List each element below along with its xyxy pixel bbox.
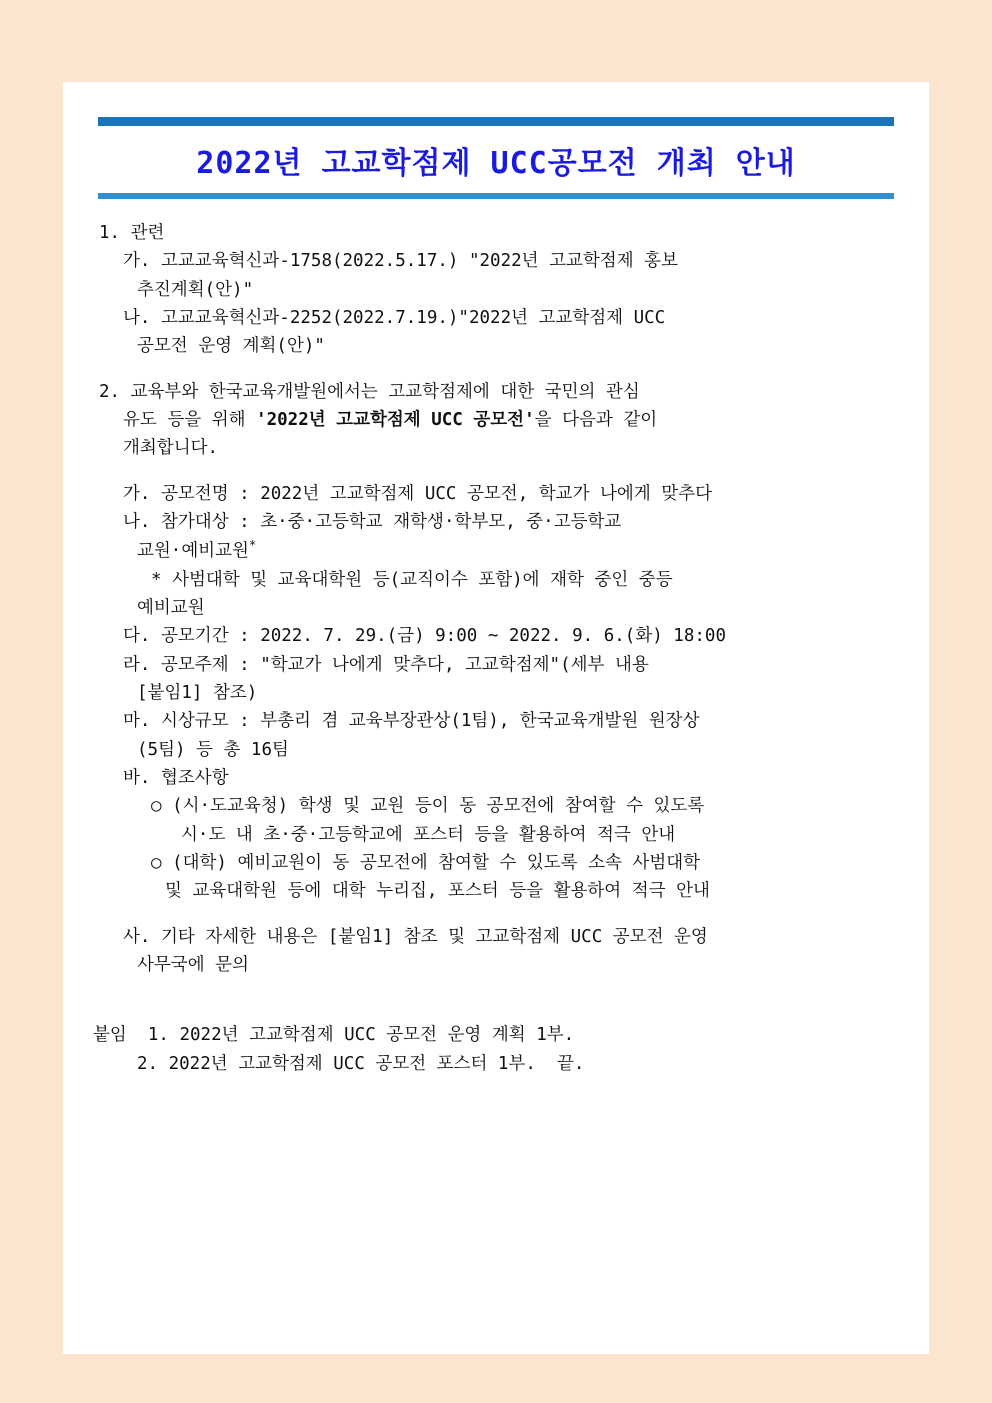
cooperation-bullet-1: ○ (시·도교육청) 학생 및 교원 등이 동 공모전에 참여할 수 있도록 <box>151 796 705 817</box>
document-page <box>63 82 929 1354</box>
item-theme-cont: [붙임1] 참조) <box>137 682 258 703</box>
spacer <box>93 463 899 480</box>
item-cooperation: 바. 협조사항 <box>123 768 229 789</box>
item-theme: 라. 공모주제 : "학교가 나에게 맞추다, 고교학점제"(세부 내용 <box>123 654 649 675</box>
section-2-line-2 <box>93 406 899 434</box>
attachment-line-1: 붙임 1. 2022년 고교학점제 UCC 공모전 운영 계획 1부. <box>93 1025 575 1046</box>
item-awards-cont: (5팀) 등 총 16팀 <box>137 739 289 760</box>
title-block <box>98 117 894 199</box>
item-contact: 사. 기타 자세한 내용은 [붙임1] 참조 및 고교학점제 UCC 공모전 운영 <box>123 926 708 947</box>
item-awards: 마. 시상규모 : 부총리 겸 교육부장관상(1팀), 한국교육개발원 원장상 <box>123 711 700 732</box>
item-period: 다. 공모기간 : 2022. 7. 29.(금) 9:00 ~ 2022. 9. 6.(화) 18:00 <box>123 626 726 647</box>
item-eligibility-cont <box>93 536 899 565</box>
spacer <box>93 361 899 378</box>
title-rule-bottom <box>98 193 894 199</box>
document-body <box>93 219 899 1078</box>
section-1-item-b-cont: 공모전 운영 계획(안)" <box>137 336 325 357</box>
item-eligibility: 나. 참가대상 : 초·중·고등학교 재학생·학부모, 중·고등학교 <box>123 512 622 533</box>
contest-name-emphasis: '2022년 고교학점제 UCC 공모전' <box>256 410 535 431</box>
section-1-item-a: 가. 고교교육혁신과-1758(2022.5.17.) "2022년 고교학점제 홍보 <box>123 251 678 272</box>
cooperation-bullet-1-cont: 시·도 내 초·중·고등학교에 포스터 등을 활용하여 적극 안내 <box>181 824 676 845</box>
section-2-heading: 2. 교육부와 한국교육개발원에서는 고교학점제에 대한 국민의 관심 <box>99 381 640 402</box>
cooperation-bullet-2: ○ (대학) 예비교원이 동 공모전에 참여할 수 있도록 소속 사범대학 <box>151 853 701 874</box>
section-2-line-2-pre: 유도 등을 위해 <box>123 410 257 431</box>
title-rule-top <box>98 117 894 126</box>
footnote-marker: * <box>248 538 257 553</box>
footnote-line-2: 예비교원 <box>137 597 205 618</box>
footnote-line-1: * 사범대학 및 교육대학원 등(교직이수 포함)에 재학 중인 중등 <box>151 569 673 590</box>
item-contact-cont: 사무국에 문의 <box>137 955 249 976</box>
section-1-heading: 1. 관련 <box>99 223 165 243</box>
section-1-item-b: 나. 고교교육혁신과-2252(2022.7.19.)"2022년 고교학점제 UCC <box>123 308 666 329</box>
cooperation-bullet-2-cont: 및 교육대학원 등에 대학 누리집, 포스터 등을 활용하여 적극 안내 <box>165 881 710 902</box>
spacer <box>93 979 899 1021</box>
page-title: 2022년 고교학점제 UCC공모전 개최 안내 <box>196 146 796 181</box>
section-2-line-3: 개최합니다. <box>123 438 219 459</box>
item-contest-name: 가. 공모전명 : 2022년 고교학점제 UCC 공모전, 학교가 나에게 맞추다 <box>123 483 712 504</box>
section-1-item-a-cont: 추진계획(안)" <box>137 279 254 300</box>
item-eligibility-cont-text: 교원·예비교원 <box>137 541 249 562</box>
attachment-line-2: 2. 2022년 고교학점제 UCC 공모전 포스터 1부. 끝. <box>137 1053 585 1074</box>
spacer <box>93 906 899 923</box>
section-2-line-2-post: 을 다음과 같이 <box>534 410 658 431</box>
